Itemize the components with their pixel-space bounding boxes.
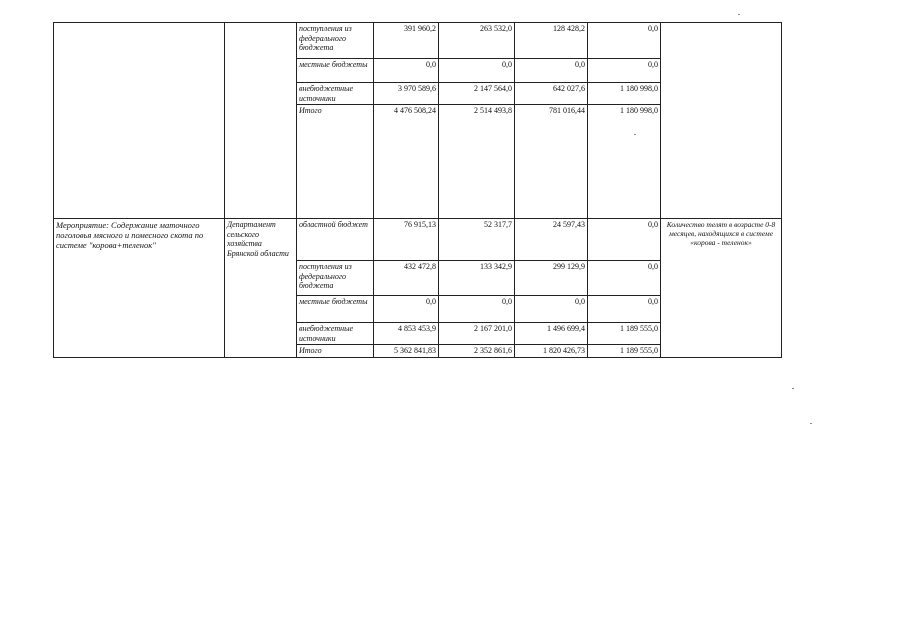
amount-year-3: 1 180 998,0	[588, 105, 661, 219]
amount-year-3: 1 189 555,0	[588, 345, 661, 358]
amount-year-1: 2 147 564,0	[439, 83, 515, 105]
amount-year-1: 0,0	[439, 59, 515, 83]
table-row	[54, 23, 782, 59]
table-row	[54, 219, 782, 261]
amount-year-2: 299 129,9	[515, 261, 588, 296]
scan-speck	[810, 423, 812, 424]
funding-source: Итого	[297, 345, 374, 358]
amount-year-3: 0,0	[588, 23, 661, 59]
scan-speck	[634, 134, 636, 135]
funding-source: местные бюджеты	[297, 59, 374, 83]
amount-year-3: 0,0	[588, 261, 661, 296]
amount-total: 432 472,8	[374, 261, 439, 296]
event-cell-empty	[54, 23, 225, 219]
expected-result: Количество телят в возрасте 0-8 месяцев, находящихся в системе «корова - теленок»	[661, 219, 782, 358]
amount-year-3: 1 180 998,0	[588, 83, 661, 105]
amount-year-2: 0,0	[515, 296, 588, 323]
funding-source: Итого	[297, 105, 374, 219]
amount-year-2: 24 597,43	[515, 219, 588, 261]
scan-speck	[792, 388, 794, 389]
responsible-department: Департамент сельского хозяйства Брянской области	[225, 219, 297, 358]
amount-year-1: 133 342,9	[439, 261, 515, 296]
amount-year-2: 1 820 426,73	[515, 345, 588, 358]
budget-table	[53, 22, 782, 358]
event-description: Мероприятие: Содержание маточного поголовья мясного и помесного скота по системе "корова+теленок"	[54, 219, 225, 358]
department-cell-empty	[225, 23, 297, 219]
amount-total: 0,0	[374, 59, 439, 83]
amount-year-2: 128 428,2	[515, 23, 588, 59]
amount-year-2: 0,0	[515, 59, 588, 83]
amount-year-3: 0,0	[588, 219, 661, 261]
amount-year-1: 52 317,7	[439, 219, 515, 261]
scan-speck	[738, 14, 740, 15]
amount-year-1: 2 352 861,6	[439, 345, 515, 358]
amount-year-2: 781 016,44	[515, 105, 588, 219]
amount-total: 3 970 589,6	[374, 83, 439, 105]
amount-total: 4 853 453,9	[374, 323, 439, 345]
amount-total: 0,0	[374, 296, 439, 323]
amount-year-1: 2 167 201,0	[439, 323, 515, 345]
amount-year-1: 0,0	[439, 296, 515, 323]
amount-total: 76 915,13	[374, 219, 439, 261]
funding-source: областной бюджет	[297, 219, 374, 261]
amount-year-2: 1 496 699,4	[515, 323, 588, 345]
amount-year-3: 0,0	[588, 296, 661, 323]
funding-source: внебюджетные источники	[297, 83, 374, 105]
funding-source: внебюджетные источники	[297, 323, 374, 345]
amount-total: 391 960,2	[374, 23, 439, 59]
amount-year-3: 0,0	[588, 59, 661, 83]
funding-source: поступления из федерального бюджета	[297, 261, 374, 296]
funding-source: поступления из федерального бюджета	[297, 23, 374, 59]
amount-year-1: 2 514 493,8	[439, 105, 515, 219]
amount-total: 4 476 508,24	[374, 105, 439, 219]
amount-year-3: 1 189 555,0	[588, 323, 661, 345]
result-cell-empty	[661, 23, 782, 219]
amount-year-2: 642 027,6	[515, 83, 588, 105]
amount-total: 5 362 841,83	[374, 345, 439, 358]
amount-year-1: 263 532,0	[439, 23, 515, 59]
funding-source: местные бюджеты	[297, 296, 374, 323]
